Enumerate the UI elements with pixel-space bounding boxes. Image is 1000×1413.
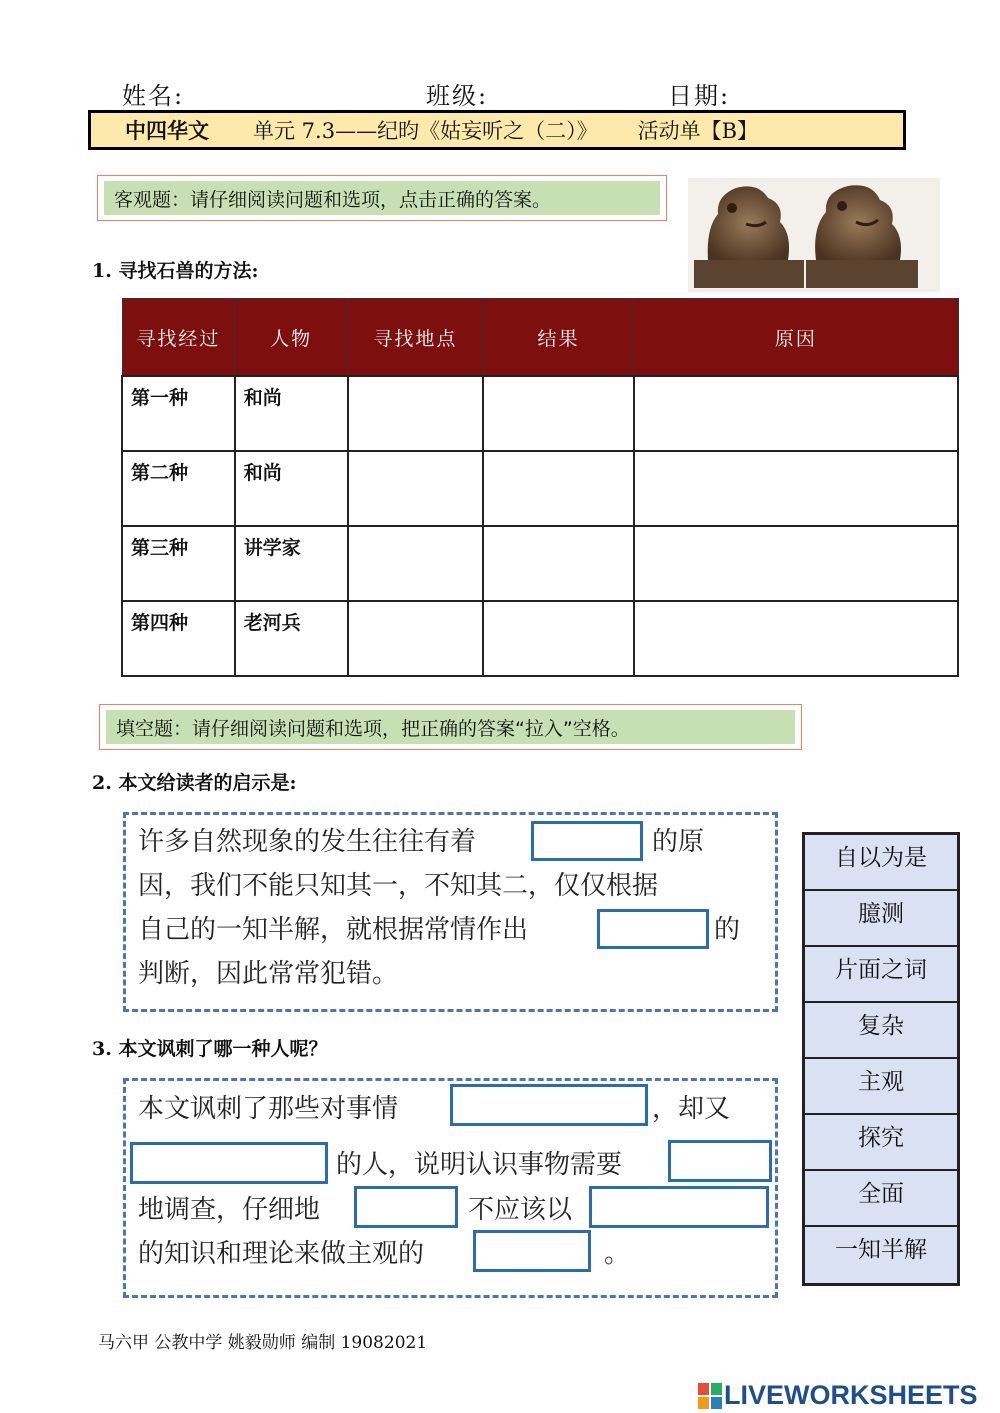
- liveworksheets-logo-icon: [698, 1383, 722, 1409]
- answer-blank[interactable]: [589, 1186, 769, 1228]
- answer-cell[interactable]: [634, 601, 958, 676]
- instruction-2: 填空题：请仔细阅读问题和选项，把正确的答案“拉入”空格。: [106, 710, 795, 744]
- table-header: 寻找地点: [348, 299, 484, 377]
- passage-text: 许多自然现象的发生往往有着: [138, 827, 477, 857]
- answer-cell[interactable]: [634, 526, 958, 601]
- answer-cell[interactable]: [348, 601, 484, 676]
- word-option[interactable]: 自以为是: [805, 835, 957, 891]
- answer-cell[interactable]: [483, 601, 634, 676]
- table-header: 原因: [634, 299, 958, 377]
- answer-cell[interactable]: [348, 376, 484, 451]
- table-cell: 第二种: [122, 451, 235, 526]
- answer-blank[interactable]: [531, 821, 643, 861]
- answer-cell[interactable]: [348, 451, 484, 526]
- stone-beast-illustration: [688, 178, 940, 292]
- table-row: [122, 601, 958, 676]
- table-header: 人物: [235, 299, 348, 377]
- table-cell: 第一种: [122, 376, 235, 451]
- name-label: 姓名:: [122, 82, 185, 110]
- title-bar: [88, 110, 906, 150]
- word-option[interactable]: 全面: [805, 1171, 957, 1227]
- table-header: 寻找经过: [122, 299, 235, 377]
- title-sheet: 活动单【B】: [637, 119, 759, 143]
- question-1: 1. 寻找石兽的方法:: [92, 260, 259, 282]
- word-option[interactable]: 片面之词: [805, 947, 957, 1003]
- method-table: [121, 298, 959, 677]
- passage-text: 不应该以: [468, 1195, 573, 1225]
- passage-text: 的原: [652, 827, 705, 857]
- table-cell: 老河兵: [235, 601, 348, 676]
- passage-text: 自己的一知半解，就根据常情作出: [138, 915, 529, 945]
- logo-text: LIVEWORKSHEETS: [724, 1380, 978, 1410]
- liveworksheets-logo: [698, 1380, 978, 1411]
- answer-cell[interactable]: [483, 526, 634, 601]
- class-label: 班级:: [426, 82, 489, 110]
- passage-text: 的知识和理论来做主观的: [138, 1239, 425, 1269]
- date-label: 日期:: [668, 82, 731, 110]
- answer-cell[interactable]: [483, 451, 634, 526]
- answer-cell[interactable]: [483, 376, 634, 451]
- answer-blank[interactable]: [473, 1230, 591, 1272]
- table-row: [122, 451, 958, 526]
- answer-blank[interactable]: [597, 909, 709, 949]
- table-cell: 第三种: [122, 526, 235, 601]
- passage-text: 本文讽刺了那些对事情: [138, 1094, 399, 1124]
- answer-cell[interactable]: [634, 451, 958, 526]
- table-cell: 第四种: [122, 601, 235, 676]
- word-option[interactable]: 主观: [805, 1059, 957, 1115]
- question-2: 2. 本文给读者的启示是:: [92, 772, 297, 794]
- answer-blank[interactable]: [354, 1186, 458, 1228]
- word-option[interactable]: 探究: [805, 1115, 957, 1171]
- word-option[interactable]: 一知半解: [805, 1227, 957, 1283]
- table-cell: 讲学家: [235, 526, 348, 601]
- answer-blank[interactable]: [130, 1142, 328, 1184]
- passage-text: 因，我们不能只知其一，不知其二，仅仅根据: [138, 871, 659, 901]
- word-option[interactable]: 复杂: [805, 1003, 957, 1059]
- word-option[interactable]: 臆测: [805, 891, 957, 947]
- answer-blank[interactable]: [668, 1140, 772, 1182]
- instruction-1: 客观题：请仔细阅读问题和选项，点击正确的答案。: [104, 181, 660, 215]
- passage-text: 地调查，仔细地: [138, 1195, 321, 1225]
- instruction-box-1: [97, 175, 667, 221]
- question-3: 3. 本文讽刺了哪一种人呢？: [92, 1038, 328, 1060]
- answer-cell[interactable]: [348, 526, 484, 601]
- word-bank: [802, 832, 960, 1286]
- instruction-box-2: [99, 704, 802, 750]
- title-subject: 中四华文: [125, 118, 209, 143]
- passage-text: 的: [714, 915, 741, 945]
- passage-text: 。: [604, 1239, 631, 1269]
- passage-text: 的人，说明认识事物需要: [336, 1150, 623, 1180]
- answer-blank[interactable]: [450, 1084, 648, 1126]
- table-row: [122, 526, 958, 601]
- table-cell: 和尚: [235, 376, 348, 451]
- answer-cell[interactable]: [634, 376, 958, 451]
- table-cell: 和尚: [235, 451, 348, 526]
- footer-credit: 马六甲 公教中学 姚毅勋师 编制 19082021: [98, 1333, 428, 1353]
- passage-text: ，却又: [652, 1094, 731, 1124]
- passage-text: 判断，因此常常犯错。: [138, 959, 399, 989]
- table-header: 结果: [483, 299, 634, 377]
- title-unit: 单元 7.3——纪昀《姑妄听之（二）》: [253, 119, 598, 143]
- table-row: [122, 376, 958, 451]
